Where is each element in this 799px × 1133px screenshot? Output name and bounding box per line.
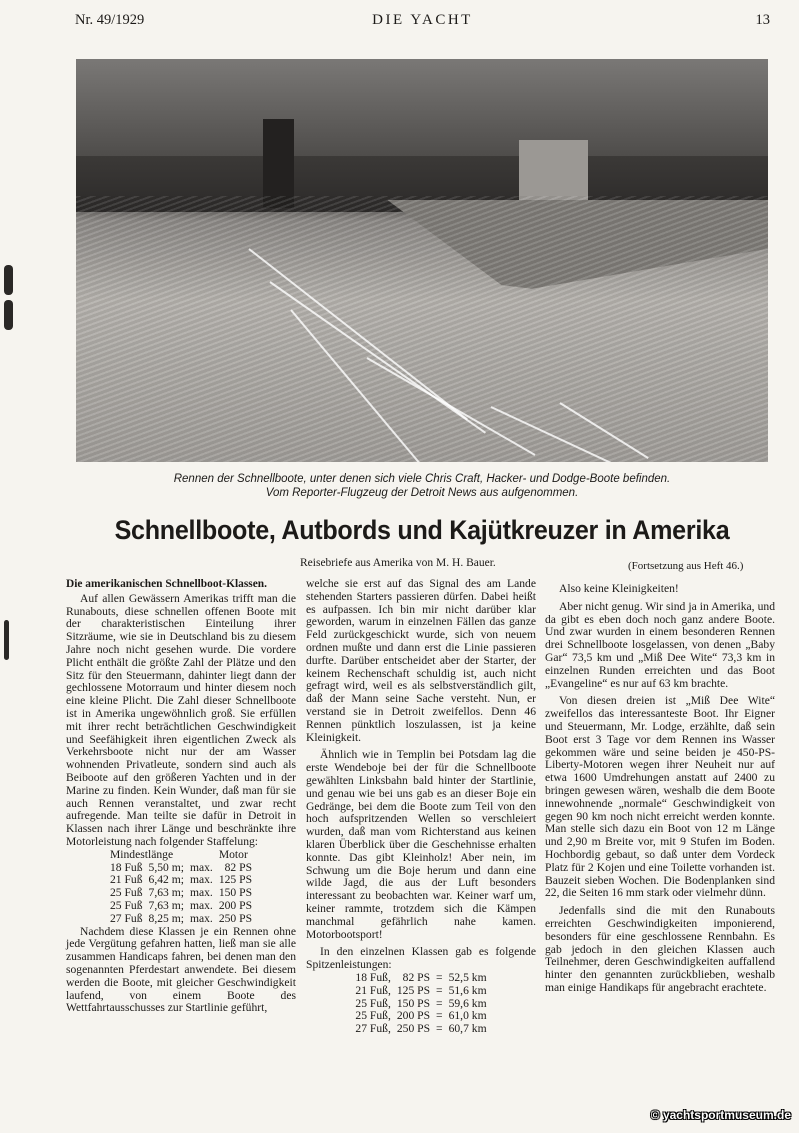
cell-eq: = xyxy=(436,1009,443,1023)
cell-km: 59,6 km xyxy=(448,996,487,1010)
cell-meters: 7,63 m; xyxy=(148,886,184,900)
cell-meters: 8,25 m; xyxy=(148,911,184,925)
cell-feet: 27 Fuß xyxy=(109,911,143,925)
photo-water xyxy=(76,196,768,462)
class-row xyxy=(107,913,255,926)
cell-ps: 150 PS xyxy=(218,886,253,900)
paragraph: welche sie erst auf das Signal des am Lande stehenden Starters passieren dürfen. Dabei heißt es aufpassen. Ich bin mir nicht darüber klar geworden, warum in einzelnen Fällen das ganze Feld zurückgeschickt wurde, sich von neuem ordnen mußte und dann erst die Linie passieren durfte. Darüber entscheidet aber der Starter, der keinem Rechenschaft schuldig ist, auch nicht gefragt wird, weil es als selbstverständlich gilt, daß der Mann seine Sache versteht. Nun, er verstand sie in Detroit zweifellos. Denn 46 Rennen pünktlich loszulassen, ist ja keine Kleinigkeit. xyxy=(306,577,536,744)
section-subheading: Die amerikanischen Schnellboot-Klassen. xyxy=(66,578,267,590)
cell-max: max. xyxy=(189,898,213,912)
continuation-note: (Fortsetzung aus Heft 46.) xyxy=(628,560,744,572)
paragraph: In den einzelnen Klassen gab es folgende Spitzenleistungen: xyxy=(306,945,536,972)
journal-title: DIE YACHT xyxy=(372,12,473,28)
table-header: Mindestlänge xyxy=(109,847,174,861)
cell-feet: 21 Fuß xyxy=(109,873,143,887)
result-row xyxy=(352,985,489,998)
page-number: 13 xyxy=(755,12,770,28)
article-column-3 xyxy=(545,578,775,995)
cell-ps: 125 PS xyxy=(218,873,253,887)
cell-max: max. xyxy=(189,860,213,874)
cell-feet: 18 Fuß, xyxy=(355,970,391,984)
cell-ps: 150 PS xyxy=(396,996,431,1010)
article-column-1 xyxy=(66,578,296,1015)
paragraph: Von diesen dreien ist „Miß Dee Wite“ zweifellos das interessanteste Boot. Ihr Eigner und Steuermann, Mr. Lodge, erzählte, daß sein Boot erst 3 Tage vor dem Rennen ins Wasser gekommen wäre und seine beiden je 450-PS-Liberty-Motoren wegen ihrer Neuheit nur auf etwa 1600 Umdrehungen anstatt auf 2400 zu bringen gewesen wären, weshalb die dem Boote innewohnende „normale“ Geschwindigkeit von gegen 90 km noch nicht erreicht werden konnte. Man stelle sich dazu ein Boot von 12 m Länge und 2,90 m Breite vor, mit 9 Stufen im Boden. Hochbordig gebaut, so daß unter dem Vordeck Platz für 2 Kojen und eine Toilette vorhanden ist. Bauzeit sieben Wochen. Die Bodenplanken sind 22, die Seiten 16 mm stark oder vielmehr dünn. xyxy=(545,694,775,900)
photo-building xyxy=(263,119,294,208)
photo-caption xyxy=(76,472,768,500)
article-title: Schnellboote, Autbords und Kajütkreuzer in Amerika xyxy=(114,515,730,545)
cell-eq: = xyxy=(436,996,443,1010)
cell-max: max. xyxy=(189,911,213,925)
caption-line: Vom Reporter-Flugzeug der Detroit News aus aufgenommen. xyxy=(265,487,579,499)
page-header xyxy=(75,10,770,32)
cell-km: 52,5 km xyxy=(448,970,487,984)
cell-max: max. xyxy=(189,886,213,900)
cell-ps: 82 PS xyxy=(402,970,431,984)
cell-eq: = xyxy=(436,970,443,984)
class-table xyxy=(107,849,255,926)
cell-ps: 82 PS xyxy=(224,860,253,874)
cell-max: max. xyxy=(189,873,213,887)
paragraph: Ähnlich wie in Templin bei Potsdam lag die erste Wendeboje bei der für die Schnellboote gewählten Linksbahn bald hinter der Startlinie, und genau wie bei uns gab es an dieser Boje ein Gedränge, bei dem die Boote zum Teil von den hoch aufspritzenden Wellen so verschleiert wurden, daß man vom Richterstand aus keinen klaren Überblick über die Geschehnisse erhalten konnte. Das gibt Kleinholz! Aber nein, im Schwung um die Boje herum und dann eine wilde Jagd, die aus der Luft besonders interessant zu beobachten war. Keiner warf um, keiner rammte, trotzdem sich die Kämpen manchmal gefährlich nahe kamen. Motorbootsport! xyxy=(306,748,536,941)
cell-ps: 200 PS xyxy=(218,898,253,912)
result-row xyxy=(352,1023,489,1036)
cell-km: 61,0 km xyxy=(448,1009,487,1023)
cell-eq: = xyxy=(436,983,443,997)
binding-mark xyxy=(4,300,13,330)
photo-sky xyxy=(76,59,768,160)
cell-feet: 25 Fuß, xyxy=(355,1009,391,1023)
issue-number: Nr. 49/1929 xyxy=(75,12,145,28)
paragraph: Aber nicht genug. Wir sind ja in Amerika, und da gibt es eben doch noch ganz andere Boote. Und zwar wurden in einem besonderen Rennen drei Schnellboote losgelassen, von denen „Baby Gar“ 73,5 km und „Miß Dee Wite“ 73,3 km in einzelnen Runden erreichten und das Boot „Evangeline“ es nur auf 63 km brachte. xyxy=(545,599,775,690)
aerial-photo xyxy=(76,59,768,462)
paragraph: Auf allen Gewässern Amerikas trifft man die Runabouts, diese schnellen offenen Boote mit der charakteristischen Einteilung ihrer Sitzräume, wie sie in Deutschland bis zu diesem Jahre noch nicht gesehen wurde. Die vordere Plicht enthält die größte Zahl der Plätze und den Sitz für den Steuermann, dahinter liegt dann der gechlossene Motorraum und hinter diesem noch eine kleine Plicht. Die Zahl dieser Schnellboote ist in Amerika ungewöhnlich groß. Sie erfüllen mit ihrer recht beträchtlichen Geschwindigkeit und Seefähigkeit ihren eigentlichen Zweck als Verkehrsboote nicht nur der am Wasser wohnenden Privatleute, sondern sind auch als Beiboote auf den größeren Yachten und in der Marine zu finden. Kein Wunder, daß man für sie auch Rennen veranstaltet, und zwar recht aufregende. Man teilte sie dafür in Detroit in Klassen nach ihrer Länge und beschränkte ihre Motorleistung nach folgender Staffelung: xyxy=(66,591,296,848)
cell-ps: 250 PS xyxy=(396,1022,431,1036)
cell-ps: 250 PS xyxy=(218,911,253,925)
class-row xyxy=(107,887,255,900)
cell-feet: 21 Fuß, xyxy=(355,983,391,997)
table-header: Motor xyxy=(218,847,248,861)
binding-mark xyxy=(4,265,13,295)
cell-ps: 125 PS xyxy=(396,983,431,997)
results-table xyxy=(352,972,489,1036)
cell-meters: 7,63 m; xyxy=(148,898,184,912)
caption-line: Rennen der Schnellboote, unter denen sich viele Chris Craft, Hacker- und Dodge-Boote befinden. xyxy=(173,473,671,485)
cell-ps: 200 PS xyxy=(396,1009,431,1023)
class-row xyxy=(107,900,255,913)
article-column-2 xyxy=(306,578,536,1036)
paragraph: Jedenfalls sind die mit den Runabouts erreichten Geschwindigkeiten imponierend, besonders für eine geschlossene Rennbahn. Es gab jedoch in den gleichen Klassen auch Teilnehmer, deren Geschwindigkeiten auffallend hinter den genannten zurückblieben, weshalb man einige Handikaps für angebracht erachtete. xyxy=(545,904,775,994)
article-byline: Reisebriefe aus Amerika von M. H. Bauer. xyxy=(300,557,496,569)
cell-meters: 6,42 m; xyxy=(148,873,184,887)
paragraph: Also keine Kleinigkeiten! xyxy=(559,582,679,595)
paragraph: Nachdem diese Klassen je ein Rennen ohne jede Vergütung gefahren hatten, ließ man sie alle zusammen Handicaps fahren, bei denen man den sogenannten Pferdestart anwendete. Bei diesem werden die Boote, mit gleicher Geschwindigkeit laufend, von einem Boote des Wettfahrtausschusses zur Startlinie geführt, xyxy=(66,924,296,1015)
cell-km: 60,7 km xyxy=(448,1022,487,1036)
cell-feet: 25 Fuß xyxy=(109,886,143,900)
binding-mark xyxy=(4,620,9,660)
cell-meters: 5,50 m; xyxy=(148,860,184,874)
cell-km: 51,6 km xyxy=(448,983,487,997)
result-row xyxy=(352,972,489,985)
cell-feet: 27 Fuß, xyxy=(355,1022,391,1036)
watermark: © yachtsportmuseum.de xyxy=(650,1108,791,1122)
cell-feet: 18 Fuß xyxy=(109,860,143,874)
cell-feet: 25 Fuß, xyxy=(355,996,391,1010)
cell-feet: 25 Fuß xyxy=(109,898,143,912)
cell-eq: = xyxy=(436,1022,443,1036)
